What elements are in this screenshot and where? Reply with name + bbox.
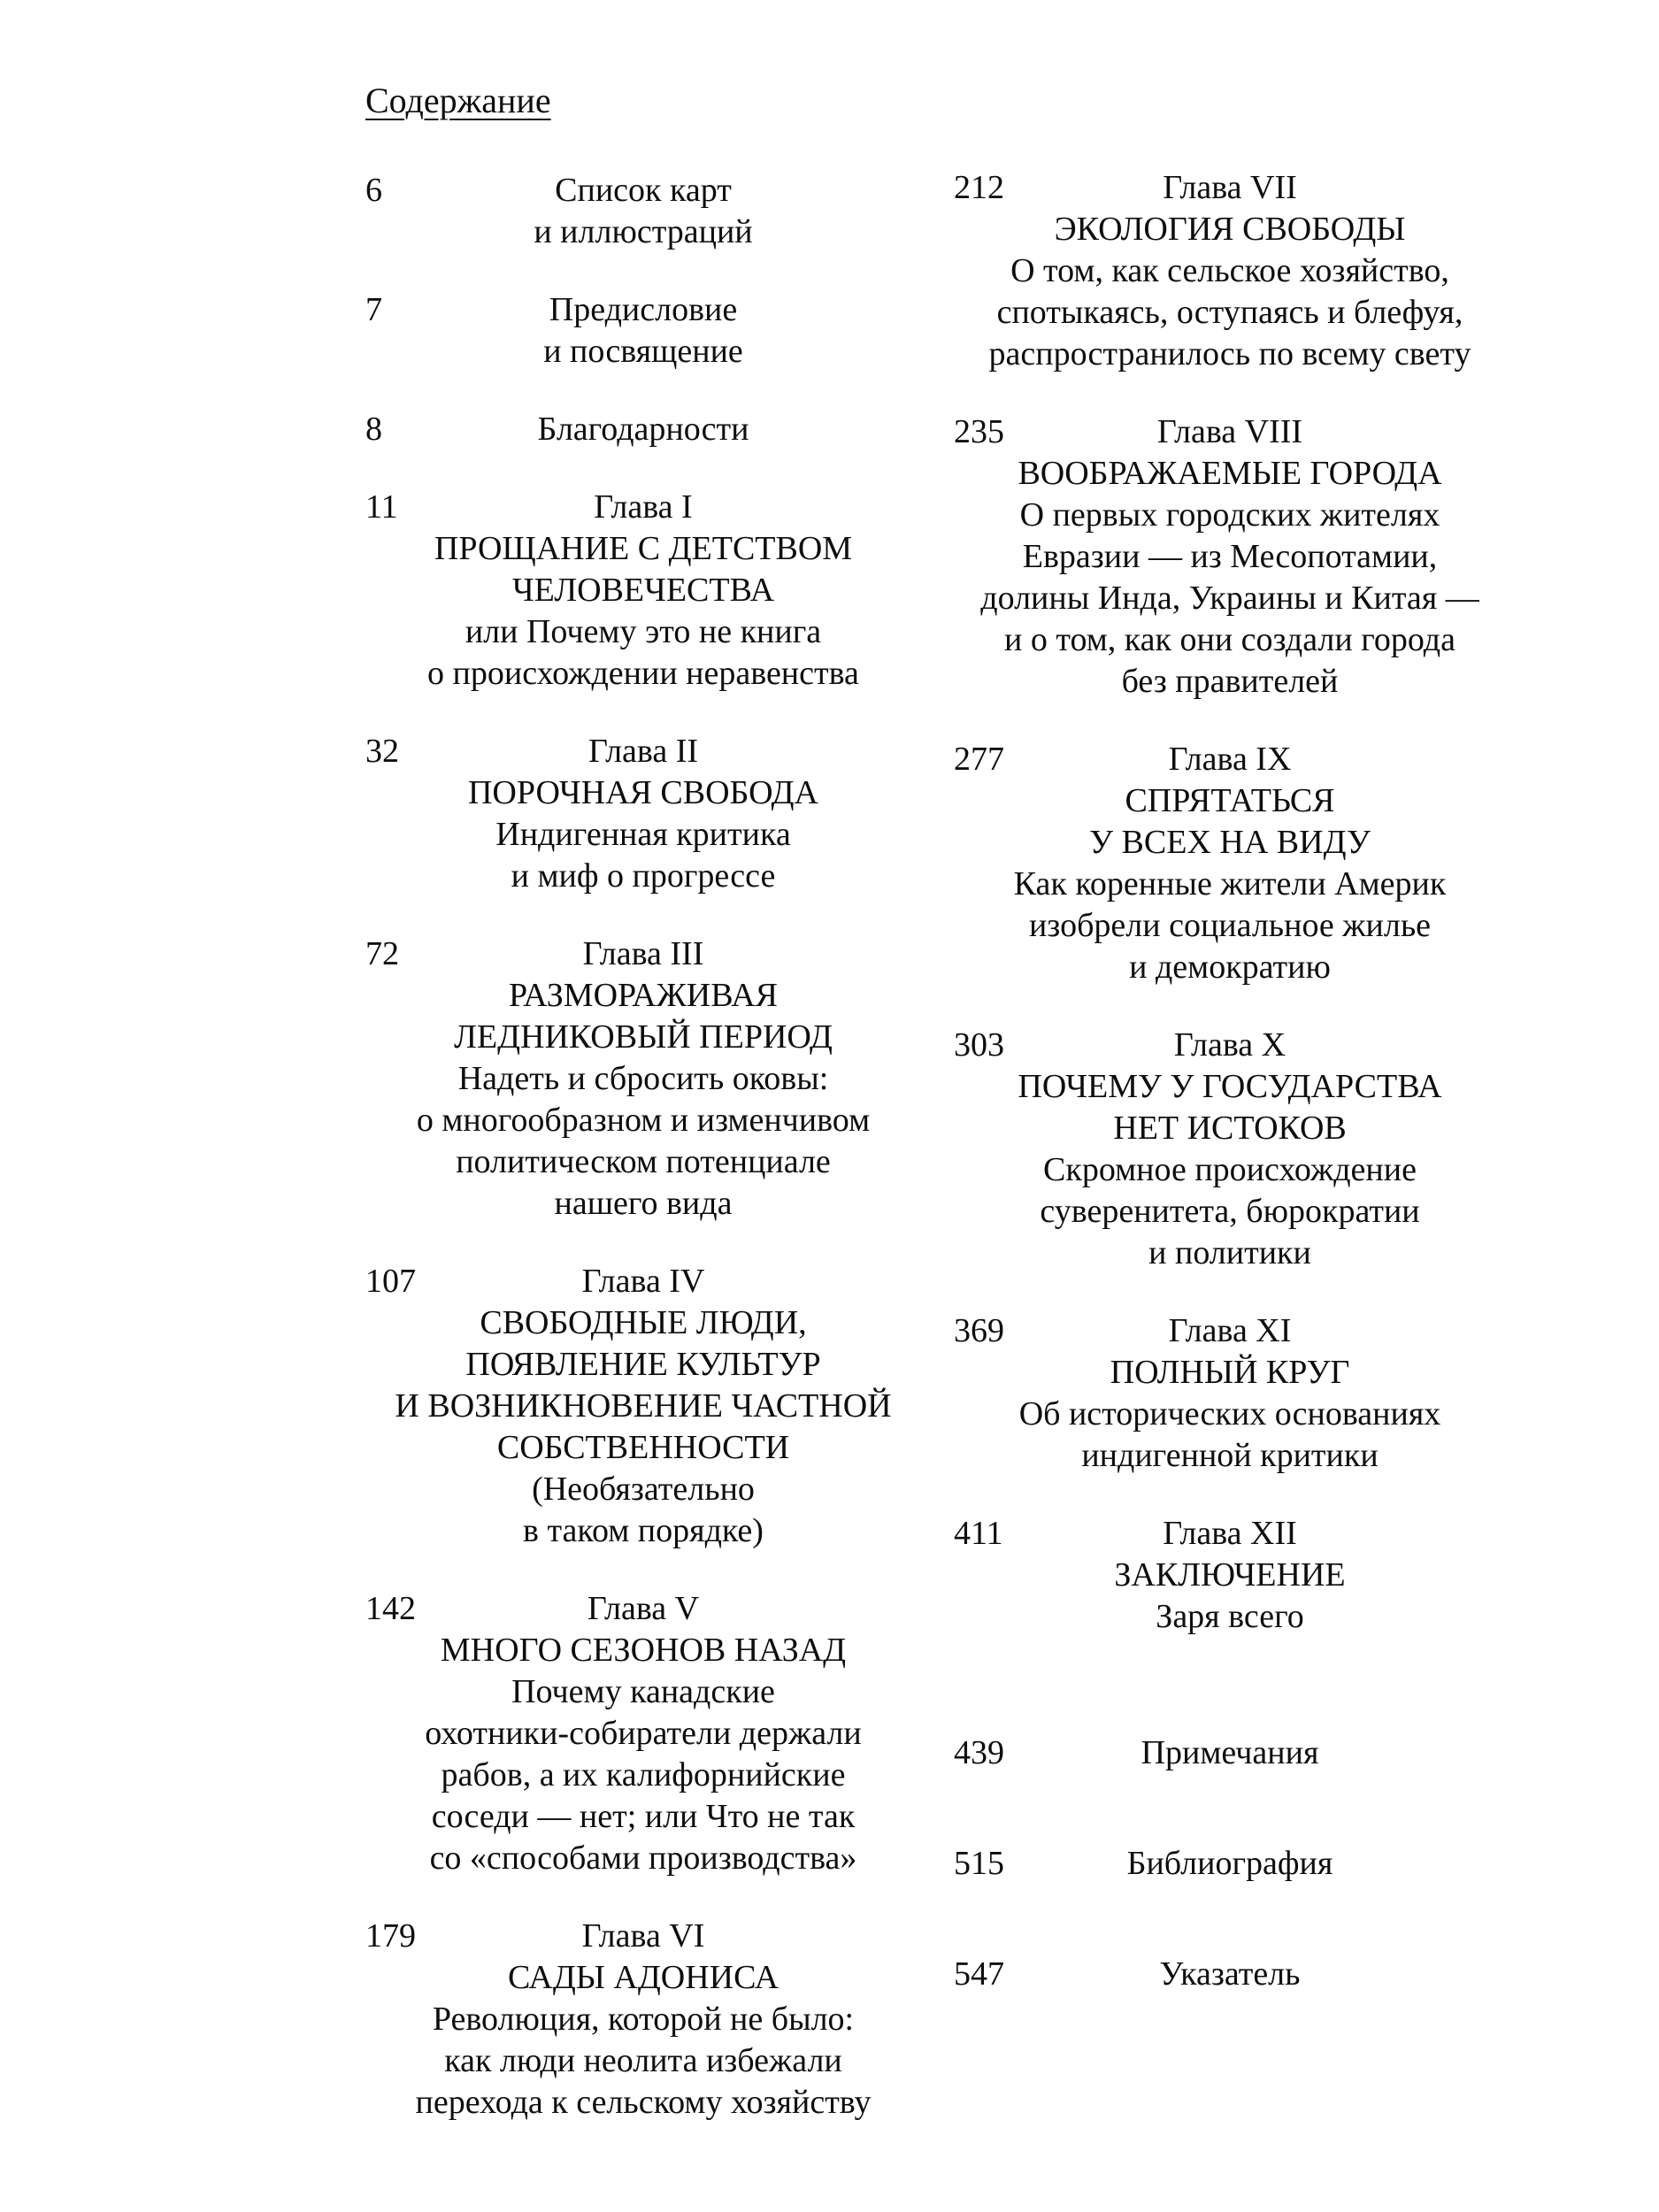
toc-entry-line: ПОЧЕМУ У ГОСУДАРСТВА xyxy=(1018,1068,1442,1105)
toc-backmatter xyxy=(954,1732,1506,1995)
toc-entry-line: ПОРОЧНАЯ СВОБОДА xyxy=(467,774,818,811)
toc-entry-line: Глава X xyxy=(1173,1026,1286,1064)
toc-entry-line: индигенной критики xyxy=(1081,1437,1379,1474)
toc-entry xyxy=(365,289,921,373)
toc-entry-lines xyxy=(365,1261,921,1552)
toc-entry xyxy=(365,409,921,450)
toc-entry-line: Почему канадские xyxy=(511,1673,775,1710)
toc-page-number: 142 xyxy=(365,1590,416,1627)
toc-entry-line: соседи — нет; или Что не так xyxy=(431,1798,856,1835)
toc-entry-line: Предисловие xyxy=(549,291,738,328)
toc-entry-line: и демократию xyxy=(1129,949,1331,986)
toc-page-number: 7 xyxy=(365,291,382,328)
toc-entry xyxy=(954,167,1506,375)
toc-page-number: 411 xyxy=(954,1515,1003,1552)
toc-entry-line: О первых городских жителях xyxy=(1019,496,1440,534)
toc-entry-lines xyxy=(365,731,921,897)
toc-entry-line: СПРЯТАТЬСЯ xyxy=(1125,782,1335,819)
toc-entry-line: нашего вида xyxy=(554,1185,733,1222)
toc-entry-line: Благодарности xyxy=(537,411,749,448)
toc-entry xyxy=(954,1732,1506,1774)
toc-entry-lines xyxy=(365,1588,921,1879)
toc-entry-lines xyxy=(954,167,1506,375)
toc-entry-line: ЗАКЛЮЧЕНИЕ xyxy=(1114,1556,1346,1594)
toc-entry-line: политическом потенциале xyxy=(456,1143,831,1180)
toc-entry-line: и миф о прогрессе xyxy=(511,857,776,895)
toc-entry xyxy=(954,1843,1506,1885)
toc-entry-line: Примечания xyxy=(1141,1734,1319,1771)
toc-entry-line: Глава III xyxy=(582,935,704,972)
toc-entry-line: Глава IX xyxy=(1168,741,1292,778)
toc-entry-line: долины Инда, Украины и Китая — xyxy=(980,580,1479,617)
toc-column-left xyxy=(365,170,921,2160)
toc-page-number: 32 xyxy=(365,733,399,770)
toc-entry-line: РАЗМОРАЖИВАЯ xyxy=(509,977,778,1014)
toc-entry-line: ВООБРАЖАЕМЫЕ ГОРОДА xyxy=(1018,455,1442,492)
toc-entry-lines xyxy=(365,170,921,253)
toc-entry-line: Революция, которой не было: xyxy=(432,2001,855,2038)
toc-column-right xyxy=(954,167,1506,2064)
toc-page-number: 277 xyxy=(954,741,1004,778)
toc-entry-line: распространилось по всему свету xyxy=(988,335,1471,373)
toc-entry-line: Заря всего xyxy=(1156,1598,1304,1635)
toc-entry xyxy=(365,1588,921,1879)
toc-entry-line: со «способами производства» xyxy=(429,1839,857,1877)
toc-entry-line: Глава XII xyxy=(1163,1515,1297,1552)
toc-entry-line: о многообразном и изменчивом xyxy=(416,1102,871,1139)
toc-entry-lines xyxy=(365,933,921,1225)
toc-entry-line: изобрели социальное жилье xyxy=(1028,907,1432,944)
toc-entry xyxy=(954,1513,1506,1638)
toc-page-number: 515 xyxy=(954,1845,1004,1882)
toc-entry-line: Глава IV xyxy=(581,1263,705,1300)
toc-entry-line: О том, как сельское хозяйство, xyxy=(1010,252,1449,289)
toc-entry-line: в таком порядке) xyxy=(523,1512,764,1549)
toc-entry xyxy=(365,1261,921,1552)
toc-entry-line: (Необязательно xyxy=(532,1471,755,1508)
toc-entry-line: и посвящение xyxy=(543,333,743,370)
toc-entry-lines xyxy=(954,1843,1506,1885)
toc-entry-line: Об исторических основаниях xyxy=(1018,1395,1441,1432)
toc-page-number: 107 xyxy=(365,1263,416,1300)
toc-entry-line: Евразии — из Месопотамии, xyxy=(1022,538,1438,575)
toc-entry-line: Надеть и сбросить оковы: xyxy=(457,1060,829,1097)
toc-entry xyxy=(365,170,921,253)
toc-page-number: 8 xyxy=(365,411,382,448)
toc-entry-lines xyxy=(365,1916,921,2124)
toc-entry-line: У ВСЕХ НА ВИДУ xyxy=(1089,824,1371,861)
toc-page-number: 6 xyxy=(365,172,382,209)
toc-entry xyxy=(365,1916,921,2124)
toc-entry-line: И ВОЗНИКНОВЕНИЕ ЧАСТНОЙ xyxy=(395,1387,892,1425)
toc-entry-line: ЧЕЛОВЕЧЕСТВА xyxy=(511,572,775,609)
toc-entry-lines xyxy=(365,409,921,450)
toc-entry xyxy=(954,1310,1506,1477)
toc-entry-lines xyxy=(954,1954,1506,1995)
toc-entry-line: САДЫ АДОНИСА xyxy=(507,1959,780,1996)
toc-page-number: 547 xyxy=(954,1955,1004,1993)
toc-page-number: 235 xyxy=(954,413,1004,450)
toc-entry-line: перехода к сельскому хозяйству xyxy=(415,2084,872,2121)
toc-entry-line: Глава V xyxy=(587,1590,700,1627)
toc-page-number: 212 xyxy=(954,169,1004,206)
toc-entry-line: Скромное происхождение xyxy=(1043,1151,1417,1188)
toc-entry xyxy=(365,731,921,897)
toc-entry-line: или Почему это не книга xyxy=(465,613,822,650)
toc-entry-lines xyxy=(365,289,921,373)
toc-page-number: 11 xyxy=(365,488,398,526)
toc-entry-line: ЭКОЛОГИЯ СВОБОДЫ xyxy=(1054,211,1406,248)
toc-entry-line: и политики xyxy=(1148,1234,1311,1271)
toc-entry-line: и о том, как они создали города xyxy=(1004,621,1455,658)
toc-entry xyxy=(365,933,921,1225)
toc-entry-line: ЛЕДНИКОВЫЙ ПЕРИОД xyxy=(454,1018,833,1056)
toc-page-number: 72 xyxy=(365,935,399,972)
toc-entry-lines xyxy=(954,1025,1506,1274)
toc-entry-line: СОБСТВЕННОСТИ xyxy=(496,1429,790,1466)
toc-entry-line: как люди неолита избежали xyxy=(444,2042,842,2079)
toc-entry xyxy=(954,1025,1506,1274)
toc-entry xyxy=(365,487,921,695)
toc-entry-line: Глава VII xyxy=(1163,169,1297,206)
toc-entry-line: Глава VI xyxy=(581,1917,705,1955)
toc-entry-line: Как коренные жители Америк xyxy=(1013,865,1447,902)
toc-entry-lines xyxy=(954,411,1506,703)
toc-page-number: 369 xyxy=(954,1312,1004,1349)
toc-entry-line: НЕТ ИСТОКОВ xyxy=(1113,1110,1347,1147)
toc-entry-line: Указатель xyxy=(1159,1955,1301,1993)
toc-entry-line: рабов, а их калифорнийские xyxy=(441,1756,846,1793)
toc-entry-line: Глава XI xyxy=(1168,1312,1292,1349)
toc-entry-lines xyxy=(954,1732,1506,1774)
toc-page-number: 303 xyxy=(954,1026,1004,1064)
toc-entry-line: без правителей xyxy=(1121,663,1339,700)
toc-entry-line: СВОБОДНЫЕ ЛЮДИ, xyxy=(480,1304,807,1341)
toc-entry-line: ПРОЩАНИЕ С ДЕТСТВОМ xyxy=(434,530,853,567)
toc-entry xyxy=(954,739,1506,988)
toc-page-number: 439 xyxy=(954,1734,1004,1771)
toc-entry-line: спотыкаясь, оступаясь и блефуя, xyxy=(996,294,1463,331)
toc-entry-line: Индигенная критика xyxy=(495,816,791,853)
toc-entry-line: суверенитета, бюрократии xyxy=(1040,1193,1420,1230)
toc-entry-line: охотники-собиратели держали xyxy=(425,1715,862,1752)
toc-entry-line: ПОЛНЫЙ КРУГ xyxy=(1110,1354,1350,1391)
toc-entry-line: и иллюстраций xyxy=(534,213,753,250)
page-title: Содержание xyxy=(365,81,551,120)
toc-entry xyxy=(954,1954,1506,1995)
toc-entry-line: Глава VIII xyxy=(1156,413,1303,450)
toc-entry-line: Список карт xyxy=(555,172,732,209)
toc-entry-line: Библиография xyxy=(1126,1845,1333,1882)
toc-entry-line: МНОГО СЕЗОНОВ НАЗАД xyxy=(440,1632,847,1669)
toc-entry-lines xyxy=(954,1310,1506,1477)
toc-entry-line: Глава I xyxy=(594,488,693,526)
toc-entry-lines xyxy=(365,487,921,695)
toc-entry-lines xyxy=(954,739,1506,988)
toc-entry-lines xyxy=(954,1513,1506,1638)
toc-page-number: 179 xyxy=(365,1917,416,1955)
toc-entry-line: ПОЯВЛЕНИЕ КУЛЬТУР xyxy=(465,1346,821,1383)
toc-entry-line: о происхождении неравенства xyxy=(427,655,859,692)
toc-entry xyxy=(954,411,1506,703)
toc-entry-line: Глава II xyxy=(588,733,699,770)
